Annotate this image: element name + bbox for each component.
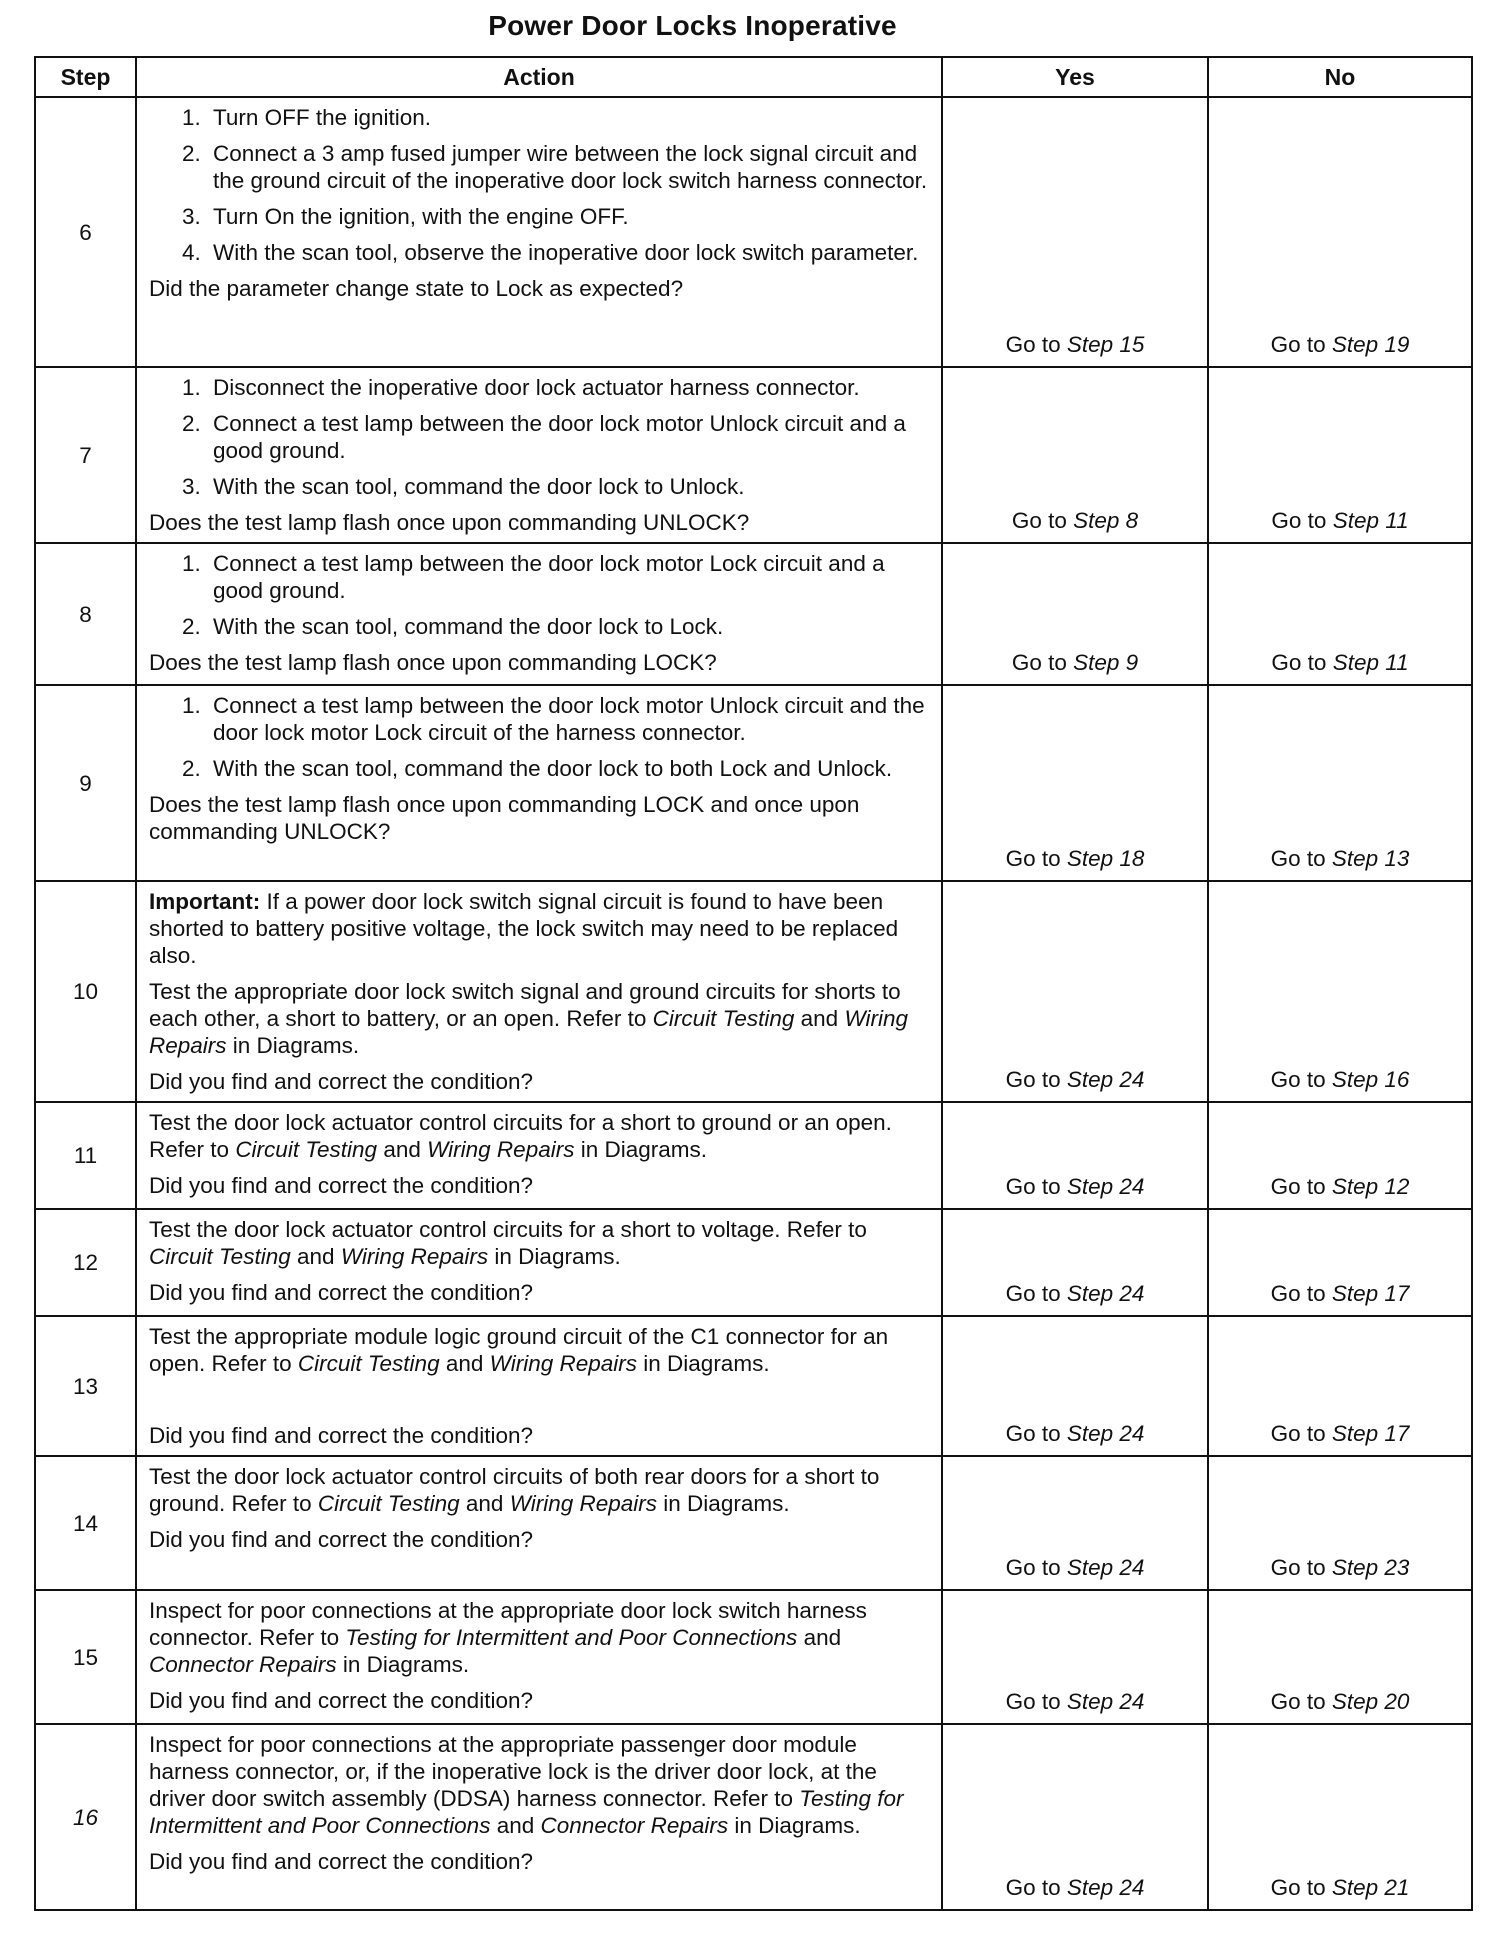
list-item: 2. Connect a 3 amp fused jumper wire between the lock signal circuit and the ground circuit of the inoperative door lock switch harness connector. <box>207 140 929 194</box>
conjunction: and <box>383 1137 421 1162</box>
goto-prefix: Go to <box>1005 1174 1061 1199</box>
goto-prefix: Go to <box>1011 650 1067 675</box>
table-row-step-10 <box>35 881 1472 1102</box>
yes-cell <box>942 881 1208 1102</box>
step-number: 13 <box>35 1316 136 1456</box>
list-item: 3. Turn On the ignition, with the engine OFF. <box>207 203 929 230</box>
table-row-step-8 <box>35 543 1472 685</box>
action-cell <box>136 367 942 543</box>
step-number: 15 <box>35 1590 136 1724</box>
goto-prefix: Go to <box>1270 1875 1326 1900</box>
action-instruction: Inspect for poor connections at the appropriate passenger door module harness connector, or, if the inoperative lock is the driver door lock, at the driver door switch assembly (DDSA) harness connector. Refer to <box>149 1732 877 1811</box>
reference-tail: in Diagrams. <box>342 1652 470 1677</box>
step-number: 9 <box>35 685 136 881</box>
action-text <box>149 1731 929 1839</box>
question-text: Did you find and correct the condition? <box>149 1849 533 1874</box>
goto-prefix: Go to <box>1005 1689 1061 1714</box>
yes-cell <box>942 1456 1208 1590</box>
action-cell <box>136 1590 942 1724</box>
no-cell <box>1208 97 1472 367</box>
step-number: 10 <box>35 881 136 1102</box>
table-row-step-14 <box>35 1456 1472 1590</box>
list-item: 2. Connect a test lamp between the door lock motor Unlock circuit and a good ground. <box>207 410 929 464</box>
question-text: Did you find and correct the condition? <box>149 1688 533 1713</box>
action-text <box>149 1109 929 1163</box>
list-item: 2. With the scan tool, command the door lock to Lock. <box>207 613 929 640</box>
action-cell <box>136 1316 942 1456</box>
yes-step-ref: Step 24 <box>1066 1875 1145 1900</box>
conjunction: and <box>465 1491 504 1516</box>
yes-step-ref: Step 18 <box>1066 846 1145 871</box>
step-number: 16 <box>35 1724 136 1910</box>
action-cell <box>136 881 942 1102</box>
action-list <box>149 692 929 782</box>
reference-link: Testing for Intermittent and Poor Connections <box>149 1786 904 1838</box>
reference-link: Wiring Repairs <box>427 1137 575 1162</box>
list-item: 4. With the scan tool, observe the inoperative door lock switch parameter. <box>207 239 929 266</box>
action-list <box>149 104 929 266</box>
goto-prefix: Go to <box>1270 846 1326 871</box>
action-instruction: Test the appropriate door lock switch signal and ground circuits for shorts to each other, a short to battery, or an open. Refer to <box>149 979 901 1031</box>
no-step-ref: Step 17 <box>1331 1281 1410 1306</box>
action-cell <box>136 97 942 367</box>
step-number: 8 <box>35 543 136 685</box>
step-number: 12 <box>35 1209 136 1316</box>
reference-tail: in Diagrams. <box>580 1137 708 1162</box>
question-text: Does the test lamp flash once upon commanding LOCK? <box>149 650 717 675</box>
list-item: 1. Turn OFF the ignition. <box>207 104 929 131</box>
yes-cell <box>942 1590 1208 1724</box>
goto-prefix: Go to <box>1271 508 1327 533</box>
table-header-row <box>35 57 1472 97</box>
page-title: Power Door Locks Inoperative <box>488 10 897 41</box>
reference-link: Circuit Testing <box>235 1137 378 1162</box>
step-number: 11 <box>35 1102 136 1209</box>
no-cell <box>1208 1102 1472 1209</box>
table-row-step-7 <box>35 367 1472 543</box>
yes-cell <box>942 1209 1208 1316</box>
reference-link: Circuit Testing <box>317 1491 460 1516</box>
important-text: If a power door lock switch signal circuit is found to have been shorted to battery positive voltage, the lock switch may need to be replaced also. <box>149 889 899 968</box>
reference-link: Connector Repairs <box>540 1813 729 1838</box>
question-text: Did you find and correct the condition? <box>149 1069 533 1094</box>
no-step-ref: Step 16 <box>1331 1067 1410 1092</box>
action-instruction: Test the door lock actuator control circuits of both rear doors for a short to ground. Refer to <box>149 1464 880 1516</box>
action-text <box>149 1597 929 1678</box>
reference-link: Circuit Testing <box>149 1244 291 1269</box>
no-step-ref: Step 17 <box>1331 1421 1410 1446</box>
goto-prefix: Go to <box>1270 332 1326 357</box>
yes-step-ref: Step 24 <box>1066 1689 1145 1714</box>
table-row-step-6 <box>35 97 1472 367</box>
table-row-step-11 <box>35 1102 1472 1209</box>
action-instruction: Test the door lock actuator control circuits for a short to voltage. Refer to <box>149 1217 867 1242</box>
yes-step-ref: Step 8 <box>1073 508 1139 533</box>
yes-step-ref: Step 15 <box>1066 332 1145 357</box>
reference-link: Connector Repairs <box>149 1652 337 1677</box>
yes-cell <box>942 1102 1208 1209</box>
question-text: Did you find and correct the condition? <box>149 1527 533 1552</box>
goto-prefix: Go to <box>1270 1421 1326 1446</box>
reference-tail: in Diagrams. <box>494 1244 621 1269</box>
goto-prefix: Go to <box>1005 1067 1061 1092</box>
list-item: 1. Connect a test lamp between the door lock motor Lock circuit and a good ground. <box>207 550 929 604</box>
action-text <box>149 1216 929 1270</box>
reference-tail: in Diagrams. <box>232 1033 360 1058</box>
no-step-ref: Step 12 <box>1331 1174 1410 1199</box>
goto-prefix: Go to <box>1270 1555 1326 1580</box>
list-item: 3. With the scan tool, command the door lock to Unlock. <box>207 473 929 500</box>
no-cell <box>1208 367 1472 543</box>
table-row-step-12 <box>35 1209 1472 1316</box>
step-number: 7 <box>35 367 136 543</box>
table-row-step-15 <box>35 1590 1472 1724</box>
list-item: 1. Disconnect the inoperative door lock actuator harness connector. <box>207 374 929 401</box>
conjunction: and <box>297 1244 335 1269</box>
step-number: 14 <box>35 1456 136 1590</box>
question-text: Did you find and correct the condition? <box>149 1423 533 1448</box>
table-row-step-9 <box>35 685 1472 881</box>
no-cell <box>1208 1590 1472 1724</box>
list-item: 1. Connect a test lamp between the door lock motor Unlock circuit and the door lock motor Lock circuit of the harness connector. <box>207 692 929 746</box>
no-step-ref: Step 20 <box>1331 1689 1410 1714</box>
goto-prefix: Go to <box>1270 1689 1326 1714</box>
reference-link: Wiring Repairs <box>509 1491 658 1516</box>
reference-tail: in Diagrams. <box>663 1491 790 1516</box>
no-cell <box>1208 685 1472 881</box>
yes-cell <box>942 97 1208 367</box>
no-step-ref: Step 23 <box>1331 1555 1410 1580</box>
action-cell <box>136 1209 942 1316</box>
no-cell <box>1208 1209 1472 1316</box>
goto-prefix: Go to <box>1270 1067 1326 1092</box>
yes-cell <box>942 1724 1208 1910</box>
header-yes: Yes <box>942 57 1208 97</box>
goto-prefix: Go to <box>1271 650 1327 675</box>
conjunction: and <box>800 1006 839 1031</box>
diagnostic-table <box>34 56 1473 1911</box>
action-cell <box>136 1724 942 1910</box>
action-text <box>149 978 929 1059</box>
reference-link: Wiring Repairs <box>149 1006 909 1058</box>
yes-step-ref: Step 24 <box>1066 1174 1145 1199</box>
table-row-step-13 <box>35 1316 1472 1456</box>
goto-prefix: Go to <box>1005 1555 1061 1580</box>
list-item: 2. With the scan tool, command the door lock to both Lock and Unlock. <box>207 755 929 782</box>
no-step-ref: Step 21 <box>1331 1875 1410 1900</box>
no-step-ref: Step 11 <box>1332 650 1409 675</box>
question-text: Does the test lamp flash once upon commanding LOCK and once upon commanding UNLOCK? <box>149 792 860 844</box>
header-step: Step <box>35 57 136 97</box>
goto-prefix: Go to <box>1005 1875 1061 1900</box>
action-cell <box>136 1456 942 1590</box>
important-note <box>149 888 929 969</box>
header-no: No <box>1208 57 1472 97</box>
action-list <box>149 374 929 500</box>
reference-link: Wiring Repairs <box>489 1351 638 1376</box>
reference-tail: in Diagrams. <box>643 1351 770 1376</box>
conjunction: and <box>496 1813 535 1838</box>
action-text <box>149 1323 929 1377</box>
reference-tail: in Diagrams. <box>734 1813 861 1838</box>
yes-step-ref: Step 24 <box>1066 1281 1145 1306</box>
action-list <box>149 550 929 640</box>
yes-step-ref: Step 24 <box>1066 1555 1145 1580</box>
goto-prefix: Go to <box>1005 846 1061 871</box>
question-text: Did you find and correct the condition? <box>149 1280 533 1305</box>
reference-link: Wiring Repairs <box>340 1244 489 1269</box>
goto-prefix: Go to <box>1270 1281 1326 1306</box>
goto-prefix: Go to <box>1005 332 1061 357</box>
yes-cell <box>942 367 1208 543</box>
yes-step-ref: Step 24 <box>1066 1067 1145 1092</box>
question-text: Does the test lamp flash once upon commanding UNLOCK? <box>149 510 750 535</box>
no-step-ref: Step 13 <box>1331 846 1410 871</box>
header-action: Action <box>136 57 942 97</box>
yes-step-ref: Step 9 <box>1073 650 1139 675</box>
action-cell <box>136 1102 942 1209</box>
reference-link: Circuit Testing <box>297 1351 440 1376</box>
conjunction: and <box>445 1351 484 1376</box>
no-step-ref: Step 11 <box>1332 508 1409 533</box>
question-text: Did the parameter change state to Lock as expected? <box>149 276 684 301</box>
reference-link: Circuit Testing <box>652 1006 795 1031</box>
goto-prefix: Go to <box>1270 1174 1326 1199</box>
yes-cell <box>942 543 1208 685</box>
no-cell <box>1208 1456 1472 1590</box>
step-number: 6 <box>35 97 136 367</box>
no-step-ref: Step 19 <box>1331 332 1410 357</box>
yes-step-ref: Step 24 <box>1066 1421 1145 1446</box>
reference-link: Testing for Intermittent and Poor Connections <box>345 1625 798 1650</box>
action-text <box>149 1463 929 1517</box>
table-row-step-16 <box>35 1724 1472 1910</box>
no-cell <box>1208 1316 1472 1456</box>
yes-cell <box>942 1316 1208 1456</box>
action-cell <box>136 685 942 881</box>
yes-cell <box>942 685 1208 881</box>
no-cell <box>1208 881 1472 1102</box>
goto-prefix: Go to <box>1005 1421 1061 1446</box>
conjunction: and <box>803 1625 842 1650</box>
goto-prefix: Go to <box>1005 1281 1061 1306</box>
no-cell <box>1208 543 1472 685</box>
action-cell <box>136 543 942 685</box>
important-label: Important: <box>149 889 261 914</box>
action-instruction: Test the door lock actuator control circuits for a short to ground or an open. Refer to <box>149 1110 892 1162</box>
no-cell <box>1208 1724 1472 1910</box>
question-text: Did you find and correct the condition? <box>149 1173 533 1198</box>
goto-prefix: Go to <box>1011 508 1067 533</box>
action-instruction: Test the appropriate module logic ground circuit of the C1 connector for an open. Refer to <box>149 1324 889 1376</box>
action-instruction: Inspect for poor connections at the appropriate door lock switch harness connector. Refer to <box>149 1598 867 1650</box>
